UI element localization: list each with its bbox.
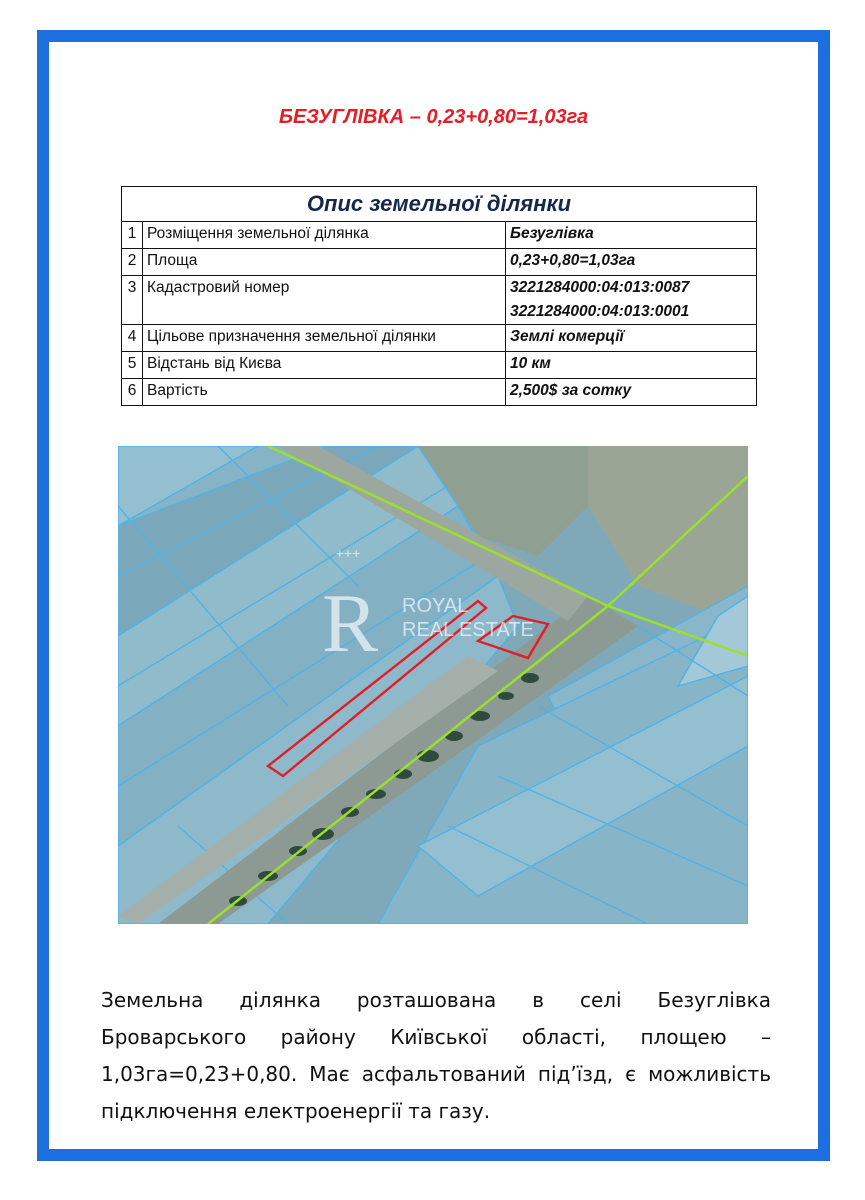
table-header-row [122,187,757,222]
row-value [506,325,757,352]
watermark-subtitle: REAL ESTATE [402,619,534,641]
value-text: Землі комерції [510,328,624,345]
watermark-brand: ROYAL [402,595,469,617]
row-number: 2 [122,249,143,276]
row-value [506,222,757,249]
row-number: 4 [122,325,143,352]
land-info-table [121,186,757,406]
value-text: 10 км [510,355,551,372]
row-value [506,352,757,379]
row-label: Вартість [143,379,506,406]
table-row [122,276,757,325]
table-row [122,325,757,352]
row-number: 5 [122,352,143,379]
table-row [122,249,757,276]
row-label: Площа [143,249,506,276]
row-number: 3 [122,276,143,325]
watermark-stars: +++ [335,545,361,561]
cadastral-map [118,446,748,924]
cadastral-number-2: 3221284000:04:013:0001 [510,303,690,320]
row-label: Розміщення земельної ділянка [143,222,506,249]
watermark-logo-letter: R [321,577,379,670]
table-row [122,352,757,379]
value-text: 2,500$ за сотку [510,382,632,399]
row-number: 6 [122,379,143,406]
document-title: БЕЗУГЛІВКА – 0,23+0,80=1,03га [278,106,589,128]
table-row [122,222,757,249]
description-paragraph: Земельна ділянка розташована в селі Безуглівка Броварського району Київської області, площею – 1,03га=0,23+0,80. Має асфальтований під’їзд, є можливість підключення електроенергії та газу. [101,988,771,1123]
row-value [506,276,757,325]
page-frame [37,30,830,1161]
cadastral-number-1: 3221284000:04:013:0087 [510,279,690,296]
row-label: Цільове призначення земельної ділянки [143,325,506,352]
row-value [506,379,757,406]
table-row [122,379,757,406]
value-text: 0,23+0,80=1,03га [510,252,636,269]
row-number: 1 [122,222,143,249]
cadastral-map-image [118,446,748,924]
value-text: Безуглівка [510,225,594,242]
row-label: Відстань від Києва [143,352,506,379]
row-label: Кадастровий номер [143,276,506,325]
row-value [506,249,757,276]
table-header: Опис земельної ділянки [122,187,757,222]
